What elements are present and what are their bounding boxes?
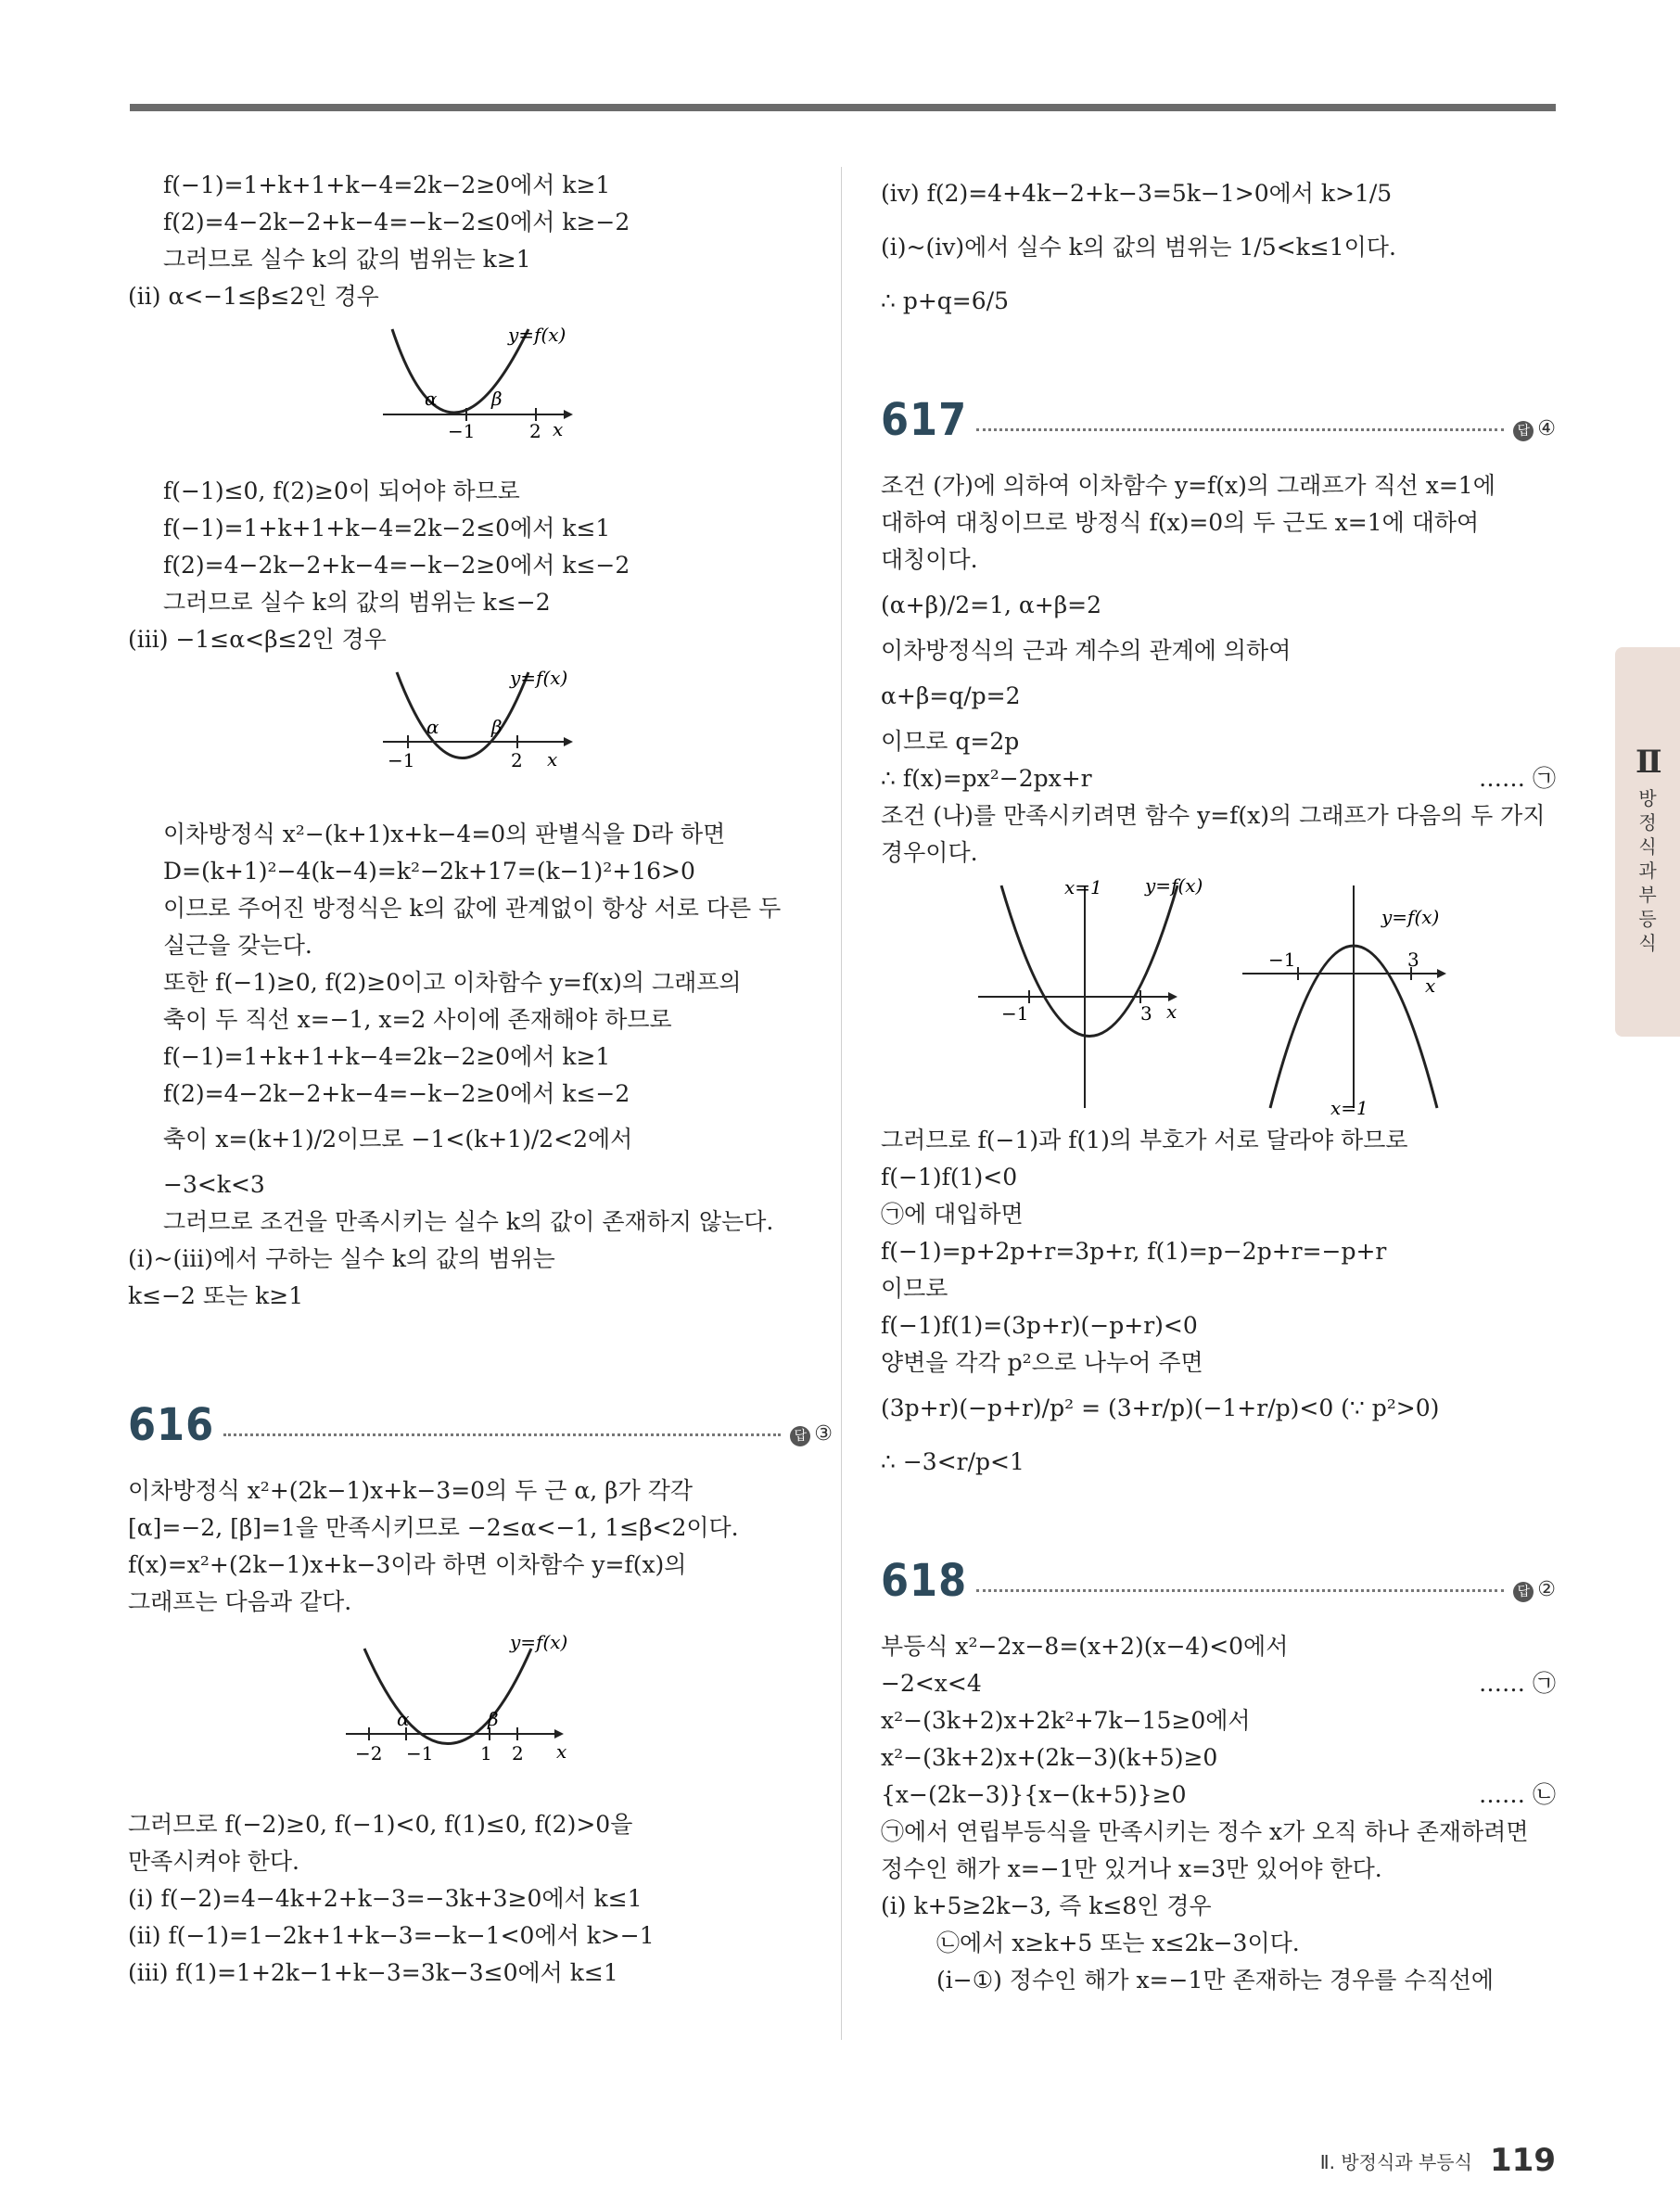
text-line: 이차방정식의 근과 계수의 관계에 의하여 [881, 637, 1292, 664]
answer-badge [1513, 1578, 1556, 1602]
text-line: 이므로 q=2p [881, 728, 1020, 755]
tick-label: 2 [529, 420, 541, 442]
tick-label: 1 [480, 1742, 492, 1764]
text-line: 그러므로 조건을 만족시키는 실수 k의 값이 존재하지 않는다. [163, 1208, 774, 1235]
graph-616 [128, 1621, 833, 1806]
x-axis-label: x [556, 1740, 567, 1763]
text-line: ∴ −3<r/p<1 [881, 1448, 1025, 1475]
text-line: 양변을 각각 p²으로 나누어 주면 [881, 1349, 1203, 1376]
text-line: 조건 (나)를 만족시키려면 함수 y=f(x)의 그래프가 다음의 두 가지 [881, 802, 1546, 829]
text-line: 이차방정식 x²−(k+1)x+k−4=0의 판별식을 D라 하면 [163, 821, 726, 847]
x-axis-label: x [1425, 974, 1436, 997]
text-line: (i) k+5≥2k−3, 즉 k≤8인 경우 [881, 1892, 1212, 1919]
text-line: (ii) f(−1)=1−2k+1+k−3=−k−1<0에서 k>−1 [128, 1922, 655, 1949]
text-line: 부등식 x²−2x−8=(x+2)(x−4)<0에서 [881, 1633, 1289, 1660]
text-line [881, 1665, 1556, 1702]
tick-label: 2 [511, 749, 523, 771]
tick-label: −1 [406, 1742, 434, 1764]
tick-label: −1 [448, 420, 476, 442]
text-line: k≤−2 또는 k≥1 [128, 1282, 304, 1309]
text-line: 그래프는 다음과 같다. [128, 1588, 352, 1615]
text-line: 조건 (가)에 의하여 이차함수 y=f(x)의 그래프가 직선 x=1에 [881, 472, 1495, 499]
column-divider [841, 167, 842, 2040]
text-line: ㉡에서 x≥k+5 또는 x≤2k−3이다. [936, 1930, 1300, 1956]
case-heading: (iii) −1≤α<β≤2인 경우 [128, 626, 387, 653]
text-line: [α]=−2, [β]=1을 만족시키므로 −2≤α<−1, 1≤β<2이다. [128, 1514, 739, 1541]
curve-label: y=f(x) [1145, 874, 1203, 897]
equation-tag: …… ㉠ [1479, 1670, 1556, 1697]
top-rule [130, 104, 1556, 111]
answer-badge [1513, 417, 1556, 441]
text-line: D=(k+1)²−4(k−4)=k²−2k+17=(k−1)²+16>0 [163, 858, 695, 885]
beta-label: β [488, 1708, 499, 1730]
text-line: f(−1)=1+k+1+k−4=2k−2≥0에서 k≥1 [163, 1043, 611, 1070]
text-line: 축이 두 직선 x=−1, x=2 사이에 존재해야 하므로 [163, 1006, 672, 1033]
curve-label: y=f(x) [510, 1631, 568, 1653]
tick-label: 2 [512, 1742, 524, 1764]
beta-label: β [491, 716, 503, 738]
answer-icon: 답 [1513, 421, 1534, 441]
problem-618-header [881, 1548, 1556, 1613]
text-line: ∴ p+q=6/5 [881, 287, 1009, 314]
text-line: −3<k<3 [163, 1171, 265, 1198]
text-line: (iii) f(1)=1+2k−1+k−3=3k−3≤0에서 k≤1 [128, 1959, 618, 1986]
chapter-label: 방정식과 부등식 [1638, 787, 1657, 954]
chapter-side-tab [1615, 647, 1680, 1037]
text-line: f(2)=4−2k−2+k−4=−k−2≥0에서 k≤−2 [163, 552, 630, 579]
x-axis-label: x [553, 418, 564, 440]
text-line: 그러므로 f(−2)≥0, f(−1)<0, f(1)≤0, f(2)>0을 [128, 1811, 633, 1838]
graph-617 [881, 872, 1556, 1122]
text-line: 정수인 해가 x=−1만 있거나 x=3만 있어야 한다. [881, 1855, 1382, 1882]
text-line: f(x)=x²+(2k−1)x+k−3이라 하면 이차함수 y=f(x)의 [128, 1551, 687, 1578]
axis-label: x=1 [1330, 1097, 1368, 1119]
equation-text: ∴ f(x)=px²−2px+r [881, 765, 1092, 792]
answer-icon: 답 [1513, 1582, 1534, 1602]
answer-value: ④ [1537, 417, 1556, 440]
text-line [881, 760, 1556, 797]
x-axis-label: x [547, 748, 558, 771]
text-line: f(−1)≤0, f(2)≥0이 되어야 하므로 [163, 478, 520, 504]
text-line: 이차방정식 x²+(2k−1)x+k−3=0의 두 근 α, β가 각각 [128, 1477, 693, 1504]
dotted-leader [223, 1433, 781, 1436]
text-line: 그러므로 실수 k의 값의 범위는 k≤−2 [163, 589, 551, 616]
text-line: (α+β)/2=1, α+β=2 [881, 592, 1102, 618]
text-line: ㉠에 대입하면 [881, 1201, 1024, 1228]
axis-label: x=1 [1064, 876, 1102, 898]
alpha-label: α [425, 388, 438, 410]
equation-tag: …… ㉡ [1479, 1781, 1556, 1808]
answer-value: ② [1537, 1578, 1556, 1601]
text-line: 이므로 [881, 1275, 948, 1302]
beta-label: β [491, 388, 503, 410]
tick-label: 3 [1140, 1002, 1152, 1025]
equation-text: −2<x<4 [881, 1670, 982, 1697]
alpha-label: α [426, 716, 439, 738]
text-line: (i) f(−2)=4−4k+2+k−3=−3k+3≥0에서 k≤1 [128, 1885, 643, 1912]
text-line: 만족시켜야 한다. [128, 1848, 299, 1875]
answer-icon: 답 [790, 1426, 810, 1446]
text-line: f(−1)=1+k+1+k−4=2k−2≤0에서 k≤1 [163, 515, 611, 541]
equation-tag: …… ㉠ [1479, 765, 1556, 792]
text-line: 그러므로 실수 k의 값의 범위는 k≥1 [163, 246, 531, 273]
text-line: 대하여 대칭이므로 방정식 f(x)=0의 두 근도 x=1에 대하여 [881, 509, 1480, 536]
text-line: ㉠에서 연립부등식을 만족시키는 정수 x가 오직 하나 존재하려면 [881, 1818, 1529, 1845]
text-line: f(2)=4−2k−2+k−4=−k−2≥0에서 k≤−2 [163, 1080, 630, 1107]
dotted-leader [976, 428, 1504, 431]
problem-number: 617 [881, 394, 968, 446]
tick-label: −1 [1001, 1002, 1029, 1025]
curve-label: y=f(x) [510, 667, 568, 689]
text-line: 축이 x=(k+1)/2이므로 −1<(k+1)/2<2에서 [163, 1126, 633, 1153]
problem-number: 618 [881, 1555, 968, 1607]
text-line: f(−1)=p+2p+r=3p+r, f(1)=p−2p+r=−p+r [881, 1238, 1387, 1265]
left-column [128, 167, 833, 1992]
x-axis-label: x [1166, 1000, 1177, 1023]
text-line: 경우이다. [881, 839, 978, 866]
graph-case-ii [128, 315, 833, 473]
text-line: 그러므로 f(−1)과 f(1)의 부호가 서로 달라야 하므로 [881, 1127, 1408, 1153]
page-number: 119 [1490, 2142, 1556, 2179]
text-line: f(−1)=1+k+1+k−4=2k−2≥0에서 k≥1 [163, 172, 611, 198]
text-line: 이므로 주어진 방정식은 k의 값에 관계없이 항상 서로 다른 두 [163, 895, 782, 922]
dotted-leader [976, 1589, 1504, 1592]
text-line: (i)~(iii)에서 구하는 실수 k의 값의 범위는 [128, 1245, 555, 1272]
text-line: x²−(3k+2)x+2k²+7k−15≥0에서 [881, 1707, 1251, 1734]
text-line: 실근을 갖는다. [163, 932, 312, 959]
tick-label: −1 [388, 749, 415, 771]
text-line: (3p+r)(−p+r)/p² = (3+r/p)(−1+r/p)<0 (∵ p²>0) [881, 1395, 1440, 1421]
answer-value: ③ [814, 1422, 833, 1446]
problem-number: 616 [128, 1399, 215, 1451]
text-line: x²−(3k+2)x+(2k−3)(k+5)≥0 [881, 1744, 1218, 1771]
tick-label: 3 [1407, 949, 1419, 971]
text-line: 대칭이다. [881, 546, 978, 573]
curve-label: y=f(x) [1381, 906, 1440, 928]
text-line: α+β=q/p=2 [881, 682, 1021, 709]
case-heading: (ii) α<−1≤β≤2인 경우 [128, 283, 379, 310]
problem-616-header [128, 1393, 833, 1458]
tick-label: −2 [355, 1742, 383, 1764]
text-line: (i−①) 정수인 해가 x=−1만 존재하는 경우를 수직선에 [936, 1967, 1494, 1994]
answer-badge [790, 1422, 833, 1446]
text-line: 또한 f(−1)≥0, f(2)≥0이고 이차함수 y=f(x)의 그래프의 [163, 969, 742, 996]
text-line: (i)~(iv)에서 실수 k의 값의 범위는 1/5<k≤1이다. [881, 234, 1396, 261]
chapter-numeral: Ⅱ [1635, 744, 1662, 781]
text-line: (iv) f(2)=4+4k−2+k−3=5k−1>0에서 k>1/5 [881, 180, 1393, 207]
text-line: f(−1)f(1)<0 [881, 1164, 1018, 1191]
tick-label: −1 [1268, 949, 1296, 971]
text-line: f(−1)f(1)=(3p+r)(−p+r)<0 [881, 1312, 1198, 1339]
problem-617-header [881, 388, 1556, 452]
equation-text: {x−(2k−3)}{x−(k+5)}≥0 [881, 1781, 1187, 1808]
curve-label: y=f(x) [508, 324, 566, 346]
text-line [881, 1777, 1556, 1814]
text-line: f(2)=4−2k−2+k−4=−k−2≤0에서 k≥−2 [163, 209, 630, 236]
footer-chapter: Ⅱ. 방정식과 부등식 [1319, 2150, 1472, 2173]
alpha-label: α [397, 1708, 410, 1730]
page-footer [1320, 2142, 1556, 2179]
right-column [881, 167, 1556, 1999]
graph-case-iii [128, 658, 833, 816]
